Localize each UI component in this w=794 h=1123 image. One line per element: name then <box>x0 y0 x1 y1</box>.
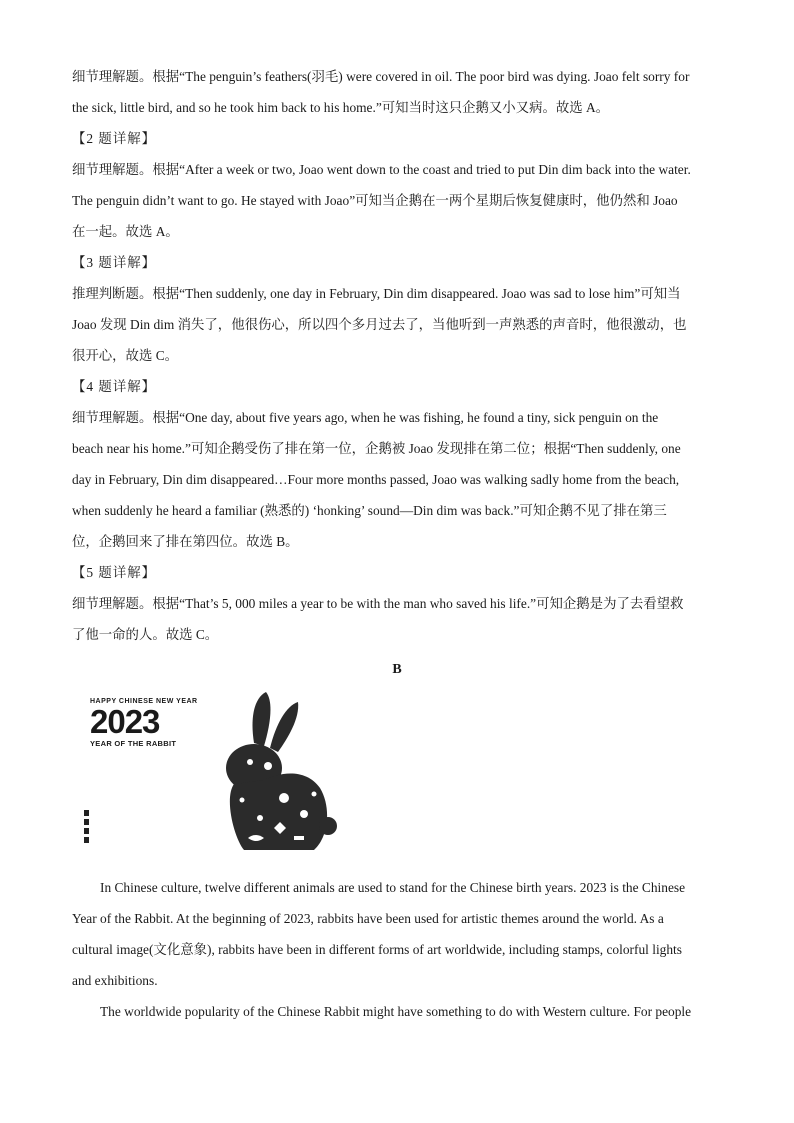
answer-explanations <box>72 61 722 650</box>
text-line: 位，企鹅回来了排在第四位。故选 B。 <box>72 534 299 549</box>
text-line: 细节理解题。根据“One day, about five years ago, when he was fishing, he found a tiny, sick penguin on the <box>72 410 659 425</box>
question-2-heading: 【2 题详解】 <box>72 131 156 146</box>
text-line: 推理判断题。根据“Then suddenly, one day in February, Din dim disappeared. Joao was sad to lose him”可知当 <box>72 286 681 301</box>
question-3-heading: 【3 题详解】 <box>72 255 156 270</box>
text-line: Year of the Rabbit. At the beginning of 2023, rabbits have been used for artistic themes around the world. As a <box>72 911 664 926</box>
text-line: 在一起。故选 A。 <box>72 224 179 239</box>
text-line: 了他一命的人。故选 C。 <box>72 627 219 642</box>
poster-subtitle: YEAR OF THE RABBIT <box>90 739 177 748</box>
text-line: Joao 发现 Din dim 消失了，他很伤心，所以四个多月过去了，当他听到一声熟悉的声音时，他很激动，也 <box>72 317 687 332</box>
text-line: In Chinese culture, twelve different animals are used to stand for the Chinese birth years. 2023 is the Chinese <box>100 880 686 895</box>
text-line: The penguin didn’t want to go. He stayed with Joao”可知当企鹅在一两个星期后恢复健康时，他仍然和 Joao <box>72 193 678 208</box>
seal-stamp-icon <box>84 810 89 843</box>
text-line: 细节理解题。根据“After a week or two, Joao went down to the coast and tried to put Din dim back into the water. <box>72 162 691 177</box>
question-4-heading: 【4 题详解】 <box>72 379 156 394</box>
text-line: day in February, Din dim disappeared…Four more months passed, Joao was walking sadly home from the beach, <box>72 472 680 487</box>
text-line: beach near his home.”可知企鹅受伤了排在第一位，企鹅被 Joao 发现排在第二位；根据“Then suddenly, one <box>72 441 681 456</box>
section-letter: B <box>392 662 402 677</box>
text-line: and exhibitions. <box>72 973 158 988</box>
text-line: the sick, little bird, and so he took him back to his home.”可知当时这只企鹅又小又病。故选 A。 <box>72 100 610 115</box>
text-line: The worldwide popularity of the Chinese Rabbit might have something to do with Western culture. For people <box>100 1004 692 1019</box>
rabbit-poster-image <box>84 688 374 858</box>
text-line: 细节理解题。根据“The penguin’s feathers(羽毛) were covered in oil. The poor bird was dying. Joao felt sorry for <box>72 69 690 84</box>
passage-b-text <box>72 872 722 1027</box>
rabbit-papercut-icon <box>84 688 374 858</box>
question-5-heading: 【5 题详解】 <box>72 565 156 580</box>
text-line: 很开心，故选 C。 <box>72 348 179 363</box>
poster-year: 2023 <box>90 703 160 740</box>
text-line: when suddenly he heard a familiar (熟悉的) ‘honking’ sound—Din dim was back.”可知企鹅不见了排在第三 <box>72 503 667 518</box>
text-line: 细节理解题。根据“That’s 5, 000 miles a year to be with the man who saved his life.”可知企鹅是为了去看望救 <box>72 596 684 611</box>
poster-top-text: HAPPY CHINESE NEW YEAR <box>90 698 198 705</box>
text-line: cultural image(文化意象), rabbits have been in different forms of art worldwide, including stamps, colorful lights <box>72 942 682 957</box>
